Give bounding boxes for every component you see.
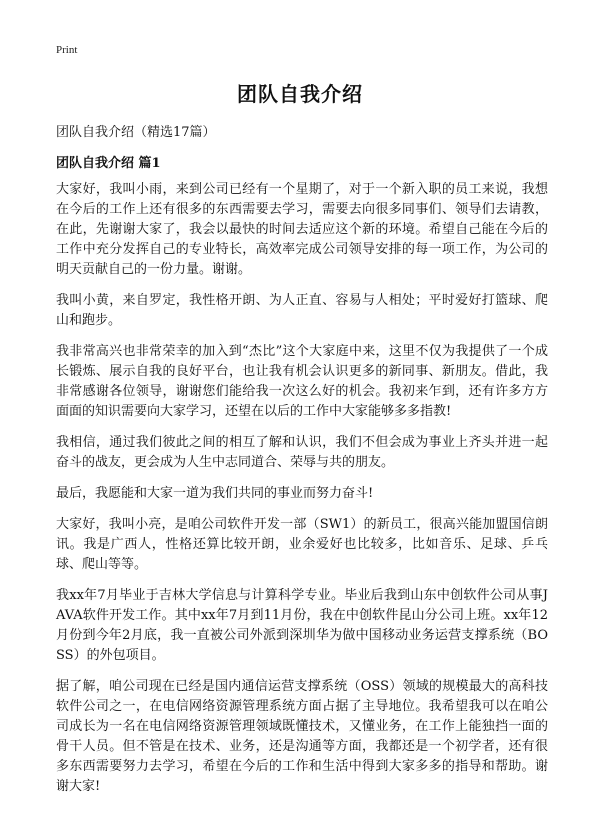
paragraph-8: 据了解，咱公司现在已经是国内通信运营支撑系统（OSS）领域的规模最大的高科技软件公司之一，在电信网络资源管理系统方面占据了主导地位。我希望我可以在咱公司成长为一名在电信网络资源管理领域既懂技术，又懂业务，在工作上能独挡一面的骨干人员。但不管是在技术、业务，还是沟通等方面，我都还是一个初学者，还有很多东西需要努力去学习，希望在今后的工作和生活中得到大家多多的指导和帮助。谢谢大家!	[56, 679, 548, 794]
paragraph-2: 我叫小黄，来自罗定，我性格开朗、为人正直、容易与人相处；平时爱好打篮球、爬山和跑步。	[56, 293, 548, 328]
paragraph-6: 大家好，我叫小亮，是咱公司软件开发一部（SW1）的新员工，很高兴能加盟国信朗讯。我是广西人，性格还算比较开朗，业余爱好也比较多，比如音乐、足球、乒乓球、爬山等等。	[56, 517, 548, 572]
document-subtitle: 团队自我介绍（精选17篇）	[56, 125, 216, 140]
paragraph-5: 最后，我愿能和大家一道为我们共同的事业而努力奋斗!	[56, 486, 374, 501]
paragraph-3: 我非常高兴也非常荣幸的加入到“杰比”这个大家庭中来，这里不仅为我提供了一个成长锻炼、展示自我的良好平台，也让我有机会认识更多的新同事、新朋友。借此，我非常感谢各位领导，谢谢您们能给我一次这么好的机会。我初来乍到，还有许多方方面面的知识需要向大家学习，还望在以后的工作中大家能够多多指教!	[56, 344, 548, 419]
document-body	[56, 180, 548, 808]
paragraph-7: 我xx年7月毕业于吉林大学信息与计算科学专业。毕业后我到山东中创软件公司从事JAVA软件开发工作。其中xx年7月到11月份，我在中创软件昆山分公司上班。xx年12月份到今年2月底，我一直被公司外派到深圳华为做中国移动业务运营支撑系统（BOSS）的外包项目。	[56, 588, 548, 663]
paragraph-4: 我相信，通过我们彼此之间的相互了解和认识，我们不但会成为事业上齐头并进一起奋斗的战友，更会成为人生中志同道合、荣辱与共的朋友。	[56, 435, 548, 470]
paragraph-1: 大家好，我叫小雨，来到公司已经有一个星期了，对于一个新入职的员工来说，我想在今后的工作上还有很多的东西需要去学习，需要去向很多同事们、领导们去请教，在此，先谢谢大家了，我会以最快的时间去适应这个新的环境。希望自己能在今后的工作中充分发挥自己的专业特长，高效率完成公司领导安排的每一项工作，为公司的明天贡献自己的一份力量。谢谢。	[56, 182, 548, 277]
document-title: 团队自我介绍	[237, 82, 363, 106]
section-heading: 团队自我介绍 篇1	[56, 156, 161, 171]
print-link[interactable]: Print	[56, 44, 78, 56]
